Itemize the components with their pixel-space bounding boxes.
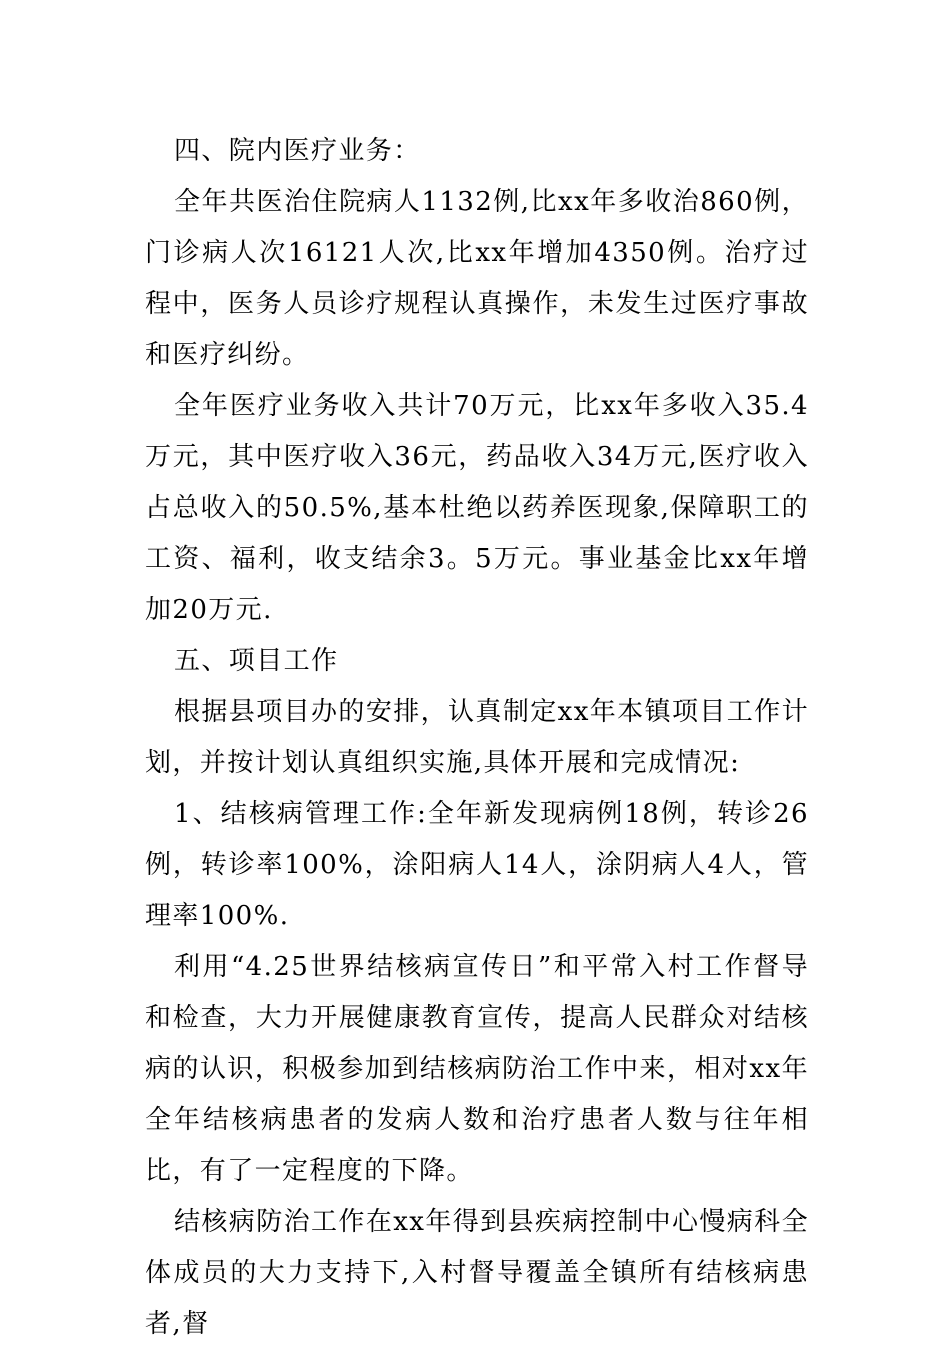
document-body	[145, 126, 809, 1350]
paragraph-tb-awareness: 利用“4.25世界结核病宣传日”和平常入村工作督导和检查，大力开展健康教育宣传，提高人民群众对结核病的认识，积极参加到结核病防治工作中来，相对xx年全年结核病患者的发病人数和治疗患者人数与往年相比，有了一定程度的下降。	[145, 952, 809, 1186]
paragraph-inpatient-outpatient: 全年共医治住院病人1132例,比xx年多收治860例，门诊病人次16121人次,比xx年增加4350例。治疗过程中，医务人员诊疗规程认真操作，未发生过医疗事故和医疗纠纷。	[145, 187, 809, 370]
section-heading-medical-services: 四、院内医疗业务：	[174, 136, 421, 166]
section-heading-project-work: 五、项目工作	[174, 646, 339, 676]
paragraph-tb-supervision: 结核病防治工作在xx年得到县疾病控制中心慢病科全体成员的大力支持下,入村督导覆盖全镇所有结核病患者,督	[145, 1207, 809, 1339]
paragraph-tb-management: 1、结核病管理工作:全年新发现病例18例，转诊26例，转诊率100%，涂阳病人14人，涂阴病人4人，管理率100%.	[145, 799, 809, 931]
paragraph-revenue: 全年医疗业务收入共计70万元，比xx年多收入35.4万元，其中医疗收入36元，药品收入34万元,医疗收入占总收入的50.5%,基本杜绝以药养医现象,保障职工的工资、福利，收支结余3。5万元。事业基金比xx年增加20万元.	[145, 391, 809, 625]
paragraph-project-plan: 根据县项目办的安排，认真制定xx年本镇项目工作计划，并按计划认真组织实施,具体开展和完成情况:	[145, 697, 809, 778]
